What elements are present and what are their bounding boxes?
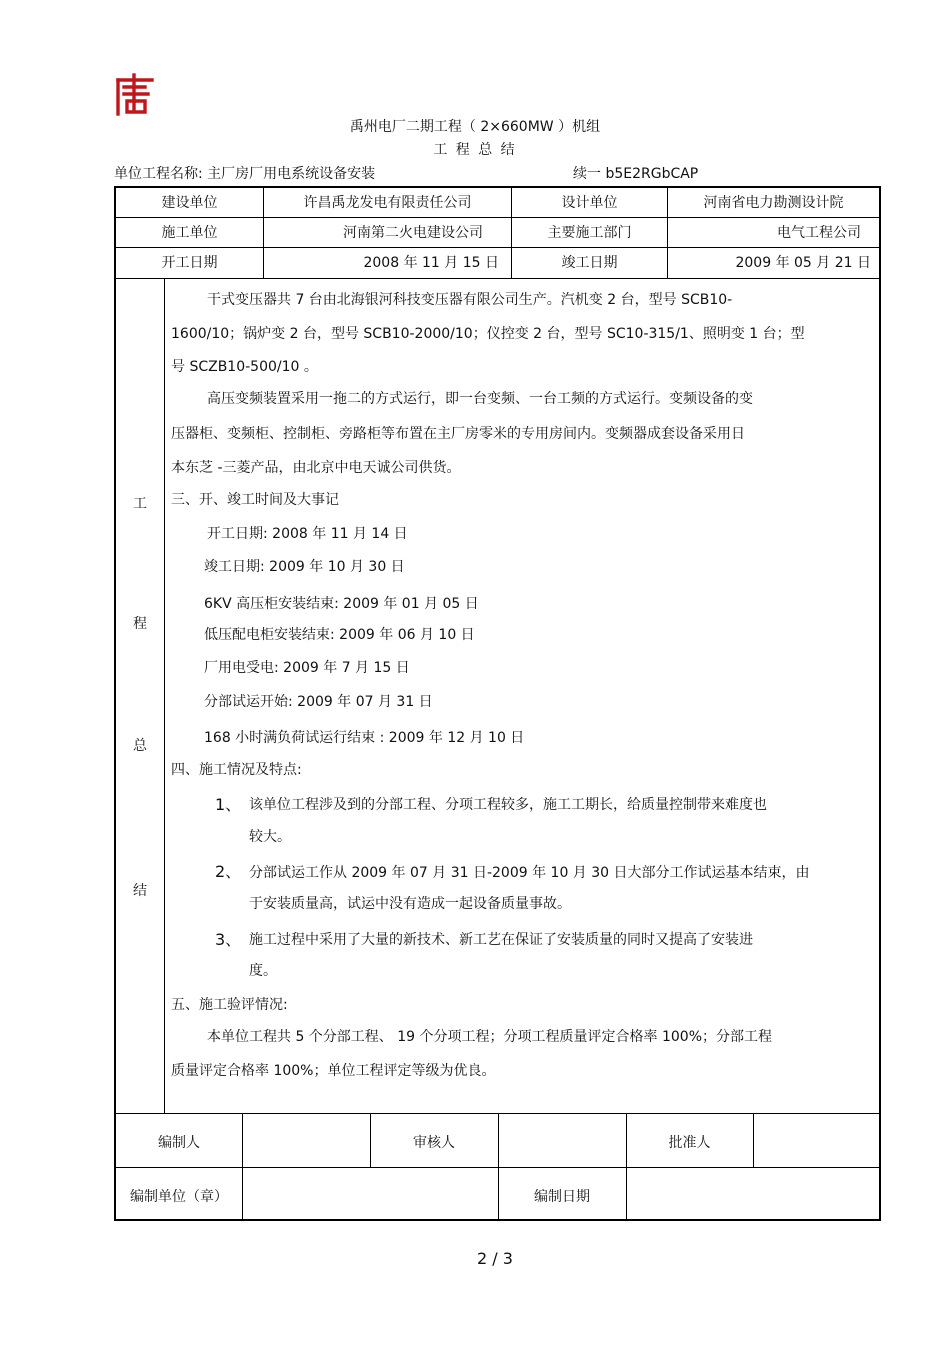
value-design-unit: 河南省电力勘测设计院 — [703, 195, 844, 211]
side-label-char-3: 总 — [133, 738, 147, 754]
paragraph-vfd-1: 高压变频装置采用一拖二的方式运行，即一台变频、一台工频的方式运行。变频设备的变 — [207, 391, 753, 407]
paragraph-vfd-2: 压器柜、变频柜、控制柜、旁路柜等布置在主厂房零米的专用房间内。变频器成套设备采用日 — [171, 426, 745, 442]
section-4-heading: 四、施工情况及特点: — [171, 762, 302, 778]
label-completion-date: 竣工日期 — [561, 255, 618, 271]
milestone-completion: 竣工日期: 2009 年 10 月 30 日 — [204, 559, 405, 575]
item-1-line-1: 该单位工程涉及到的分部工程、分项工程较多，施工工期长，给质量控制带来难度也 — [249, 797, 767, 813]
value-construction-unit: 许昌禹龙发电有限责任公司 — [303, 195, 472, 211]
summary-table — [114, 186, 881, 1221]
unit-project-name: 单位工程名称: 主厂房厂用电系统设备安装 — [114, 166, 376, 182]
milestone-lv-cabinet: 低压配电柜安装结束: 2009 年 06 月 10 日 — [204, 627, 475, 643]
label-compile-date: 编制日期 — [534, 1189, 590, 1205]
section-5-heading: 五、施工验评情况: — [171, 997, 288, 1013]
milestone-start: 开工日期: 2008 年 11 月 14 日 — [207, 526, 408, 542]
side-label-char-2: 程 — [133, 616, 147, 632]
page-number: 2 / 3 — [477, 1249, 513, 1268]
paragraph-transformers-1: 干式变压器共 7 台由北海银河科技变压器有限公司生产。汽机变 2 台，型号 SCB10- — [207, 292, 733, 308]
milestone-power-receive: 厂用电受电: 2009 年 7 月 15 日 — [204, 660, 410, 676]
value-main-department: 电气工程公司 — [777, 225, 861, 241]
item-3-line-2: 度。 — [249, 963, 277, 979]
label-approver: 批准人 — [668, 1135, 711, 1151]
side-label-char-1: 工 — [133, 496, 147, 512]
label-start-date: 开工日期 — [161, 255, 218, 271]
milestone-hv-cabinet: 6KV 高压柜安装结束: 2009 年 01 月 05 日 — [204, 596, 479, 612]
document-title: 禹州电厂二期工程（ 2×660MW ）机组 — [349, 119, 601, 135]
section-3-heading: 三、开、竣工时间及大事记 — [171, 492, 339, 508]
document-number: 续一 b5E2RGbCAP — [573, 166, 699, 182]
label-builder-unit: 施工单位 — [161, 225, 218, 241]
value-completion-date: 2009 年 05 月 21 日 — [735, 255, 871, 271]
item-1-line-2: 较大。 — [249, 829, 291, 845]
label-reviewer: 审核人 — [413, 1135, 455, 1151]
document-subtitle: 工 程 总 结 — [433, 142, 517, 158]
seal-logo-icon — [113, 73, 157, 117]
milestone-168h: 168 小时满负荷试运行结束 : 2009 年 12 月 10 日 — [204, 730, 525, 746]
label-construction-unit: 建设单位 — [161, 195, 218, 211]
item-2-line-1: 分部试运工作从 2009 年 07 月 31 日-2009 年 10 月 30 日大部分工作试运基本结束，由 — [249, 865, 810, 881]
paragraph-transformers-2: 1600/10；锅炉变 2 台，型号 SCB10-2000/10；仪控变 2 台，型号 SC10-315/1、照明变 1 台；型 — [171, 326, 805, 342]
label-compiler: 编制人 — [158, 1135, 200, 1151]
item-number-1: 1、 — [215, 795, 242, 814]
value-start-date: 2008 年 11 月 15 日 — [363, 255, 499, 271]
side-label-char-4: 结 — [133, 883, 147, 899]
paragraph-vfd-3: 本东芝 -三菱产品，由北京中电天诚公司供货。 — [171, 460, 461, 476]
label-compiling-unit: 编制单位（章） — [130, 1189, 228, 1205]
label-design-unit: 设计单位 — [561, 195, 618, 211]
item-3-line-1: 施工过程中采用了大量的新技术、新工艺在保证了安装质量的同时又提高了安装进 — [249, 932, 753, 948]
item-2-line-2: 于安装质量高，试运中没有造成一起设备质量事故。 — [249, 896, 571, 912]
evaluation-line-1: 本单位工程共 5 个分部工程、 19 个分项工程；分项工程质量评定合格率 100%；分部工程 — [207, 1029, 772, 1045]
milestone-trial-start: 分部试运开始: 2009 年 07 月 31 日 — [204, 694, 433, 710]
item-number-2: 2、 — [215, 862, 242, 881]
paragraph-transformers-3: 号 SCZB10-500/10 。 — [171, 359, 318, 375]
evaluation-line-2: 质量评定合格率 100%；单位工程评定等级为优良。 — [171, 1063, 496, 1079]
value-builder-unit: 河南第二火电建设公司 — [343, 225, 483, 241]
label-main-department: 主要施工部门 — [547, 225, 632, 241]
item-number-3: 3、 — [215, 930, 242, 949]
